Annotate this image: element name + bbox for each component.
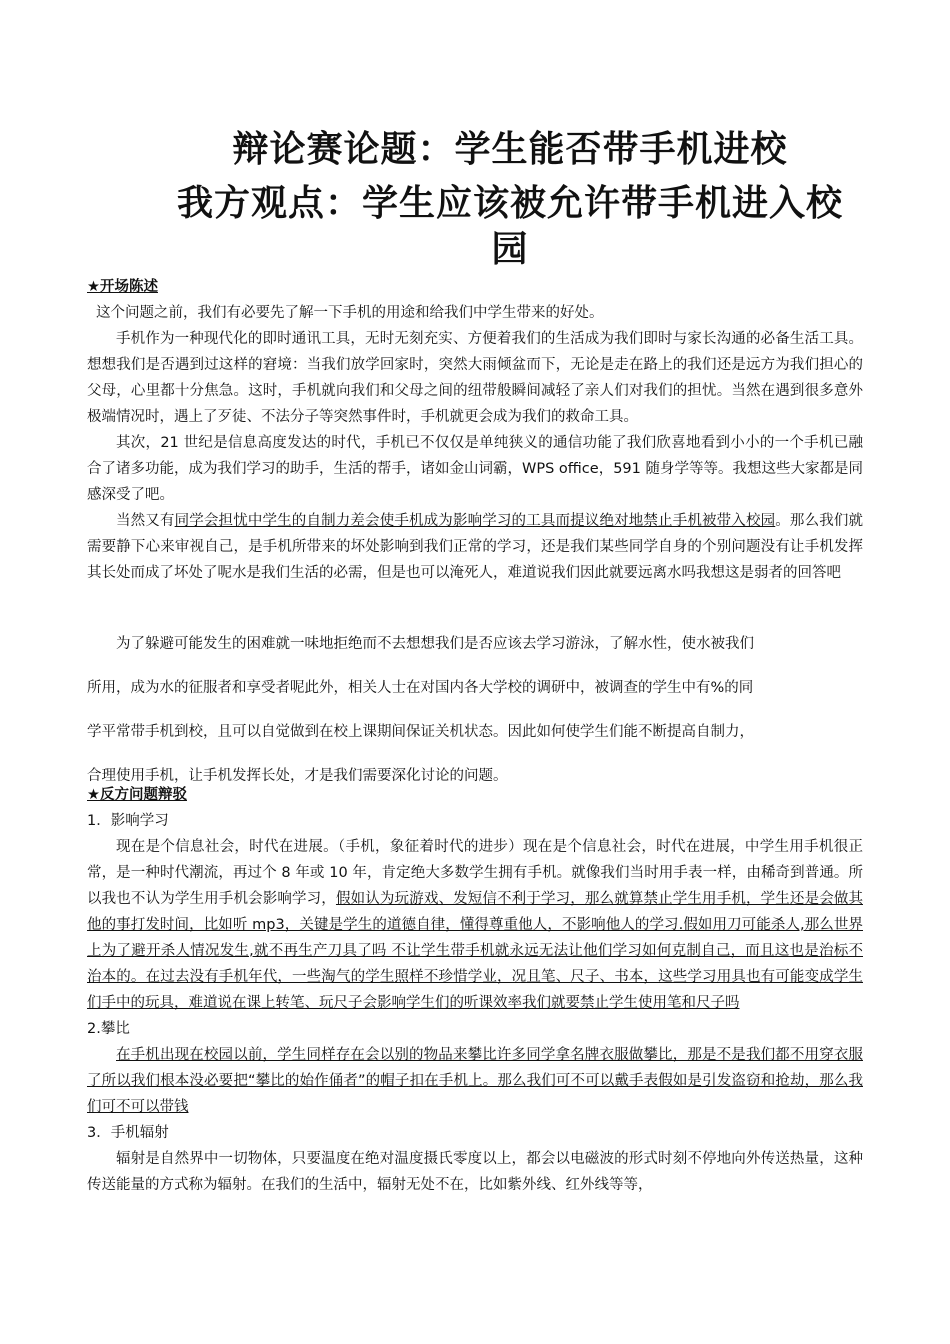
opening-para-4-underlined: 同学会担忧中学生的自制力差会使手机成为影响学习的工具而提议绝对地禁止手机被带入校园: [174, 513, 776, 529]
section-opening: [87, 274, 863, 586]
title-position: 我方观点：学生应该被允许带手机进入校: [176, 183, 843, 224]
opening-para-5-line-3: 学平常带手机到校，且可以自觉做到在校上课期间保证关机状态。因此如何使学生们能不断提高自制力，: [87, 724, 754, 740]
opening-para-5-line-1: 为了躲避可能发生的困难就一味地拒绝而不去想想我们是否应该去学习游泳，了解水性，使水被我们: [116, 636, 754, 652]
opening-para-5-line-2: 所用，成为水的征服者和享受者呢此外，相关人士在对国内各大学校的调研中，被调查的学生中有%的同: [87, 680, 754, 696]
point-2-text-underlined: 在手机出现在校园以前，学生同样存在会以别的物品来攀比许多同学拿名牌衣服做攀比，那是不是我们都不用穿衣服了所以我们根本没必要把“攀比的始作俑者”的帽子扣在手机上。那么我们可不可以戴手表假如是引发盗窃和抢劫，那么我们可不可以带钱: [87, 1047, 863, 1115]
opening-para-5: [87, 622, 863, 798]
point-1-text-plain: 现在是个信息社会，时代在进展。（手机，象征着时代的进步）现在是个信息社会，时代在进展，中学生用手机很正常，是一种时代潮流，再过个 8 年或 10 年，肯定绝大多数学生拥有手机。就像我们当时用手表一样，由稀奇到普通。所以我也不认为学生用手机会影响学习，: [87, 839, 863, 907]
title-position-cont: 园: [491, 229, 529, 270]
point-3-text: 辐射是自然界中一切物体，只要温度在绝对温度摄氏零度以上，都会以电磁波的形式时刻不停地向外传送热量，这种传送能量的方式称为辐射。在我们的生活中，辐射无处不在，比如紫外线、红外线等等，: [87, 1151, 863, 1193]
title-topic: 辩论赛论题：学生能否带手机进校: [232, 129, 788, 170]
point-2-title: 2.攀比: [87, 1021, 130, 1037]
point-1-text-underlined: 假如认为玩游戏、发短信不利于学习，那么就算禁止学生用手机，学生还是会做其他的事打发时间，比如听 mp3，关键是学生的道德自律，懂得尊重他人，不影响他人的学习.假如用刀可能杀人,那么世界上为了避开杀人情况发生,就不再生产刀具了吗 不让学生带手机就永远无法让他们学习如何克制自己，而且这也是治标不治本的。在过去没有手机年代，一些淘气的学生照样不珍惜学业，况且笔、尺子、书本，这些学习用具也有可能变成学生们手中的玩具，难道说在课上转笔、玩尺子会影响学生们的听课效率我们就要禁止学生使用笔和尺子吗: [87, 891, 863, 1011]
rebuttal-heading: ★反方问题辩驳: [87, 787, 187, 803]
opening-para-3: 其次，21 世纪是信息高度发达的时代，手机已不仅仅是单纯狭义的通信功能了我们欣喜地看到小小的一个手机已融合了诸多功能，成为我们学习的助手，生活的帮手，诸如金山词霸，WPS office，591 随身学等等。我想这些大家都是同感深受了吧。: [87, 435, 863, 503]
opening-para-5-line-4: 合理使用手机，让手机发挥长处，才是我们需要深化讨论的问题。: [87, 768, 508, 784]
opening-para-4: [87, 508, 863, 586]
point-2-text: [87, 1042, 863, 1120]
point-3-title: 3．手机辐射: [87, 1125, 169, 1141]
section-rebuttal: [87, 782, 863, 1198]
point-1-text: [87, 834, 863, 1016]
opening-para-2: 手机作为一种现代化的即时通讯工具，无时无刻充实、方便着我们的生活成为我们即时与家长沟通的必备生活工具。想想我们是否遇到过这样的窘境：当我们放学回家时，突然大雨倾盆而下，无论是走在路上的我们还是远方为我们担心的父母，心里都十分焦急。这时，手机就向我们和父母之间的纽带般瞬间减轻了亲人们对我们的担忧。当然在遇到很多意外极端情况时，遇上了歹徒、不法分子等突然事件时，手机就更会成为我们的救命工具。: [87, 331, 863, 425]
opening-para-4-pre: 当然又有: [116, 513, 175, 529]
opening-para-4-post: 。那么我们就需要静下心来审视自己，是手机所带来的坏处影响到我们正常的学习，还是我们某些同学自身的个别问题没有让手机发挥其长处而成了坏处了呢水是我们生活的必需，但是也可以淹死人，难道说我们因此就要远离水吗我想这是弱者的回答吧: [87, 513, 864, 581]
opening-para-1: 这个问题之前，我们有必要先了解一下手机的用途和给我们中学生带来的好处。: [96, 305, 604, 321]
point-1-title: 1．影响学习: [87, 813, 169, 829]
opening-heading: ★开场陈述: [87, 279, 158, 295]
